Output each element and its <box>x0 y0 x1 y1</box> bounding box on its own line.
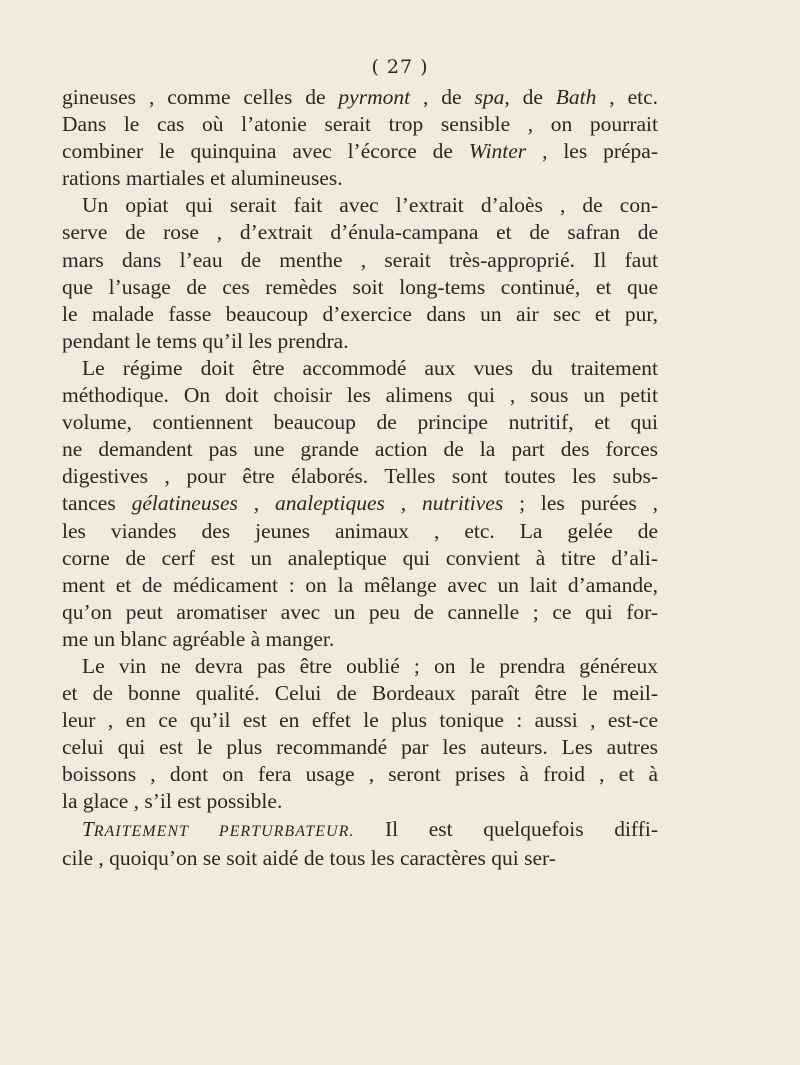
text-run: qu’on peut aromatiser avec un peu de cannelle ; ce qui for- <box>62 599 658 624</box>
text-run: , <box>237 491 275 516</box>
styled-text-run: analeptiques <box>275 491 385 516</box>
text-run: , etc. <box>596 85 659 109</box>
text-run: digestives , pour être élaborés. Telles sont toutes les subs- <box>62 464 658 489</box>
text-run: ment et de médicament : on la mêlange avec un lait d’amande, <box>62 572 658 597</box>
text-run: les viandes des jeunes animaux , etc. La gelée de <box>62 518 658 543</box>
text-line <box>62 545 658 572</box>
text-run: mars dans l’eau de menthe , serait très-approprié. Il faut <box>62 247 658 272</box>
text-line <box>62 84 658 111</box>
styled-text-run: nutritives <box>421 491 504 516</box>
styled-text-run: Bath <box>555 85 597 109</box>
text-line <box>62 274 658 301</box>
text-line <box>62 707 658 734</box>
text-line <box>62 436 658 463</box>
text-run: , <box>384 491 422 516</box>
text-run: boissons , dont on fera usage , seront prises à froid , et à <box>62 762 658 787</box>
text-line <box>62 518 658 545</box>
text-line <box>62 572 658 599</box>
text-run: cile , quoiqu’on se soit aidé de tous les caractères qui ser- <box>62 845 556 870</box>
text-run: volume, contiennent beaucoup de principe nutritif, et qui <box>62 410 658 435</box>
styled-text-run: pyrmont <box>338 85 411 109</box>
text-line <box>62 219 658 246</box>
body-text <box>62 84 658 872</box>
styled-text-run: gélatineuses <box>131 491 238 516</box>
styled-text-run: T <box>82 816 94 841</box>
text-line <box>62 328 658 355</box>
text-run: celui qui est le plus recommandé par les auteurs. Les autres <box>62 735 658 760</box>
text-line <box>62 382 658 409</box>
text-line <box>62 599 658 626</box>
text-line <box>62 111 658 138</box>
text-line <box>62 355 658 382</box>
text-line <box>62 626 658 653</box>
text-line <box>62 845 658 872</box>
text-run: Le vin ne devra pas être oublié ; on le prendra généreux <box>82 653 658 678</box>
text-run: rations martiales et alumineuses. <box>62 166 343 191</box>
text-run: le malade fasse beaucoup d’exercice dans un air sec et pur, <box>62 301 658 326</box>
styled-text-run: Winter <box>468 139 527 164</box>
text-run: , de <box>410 85 475 109</box>
text-line <box>62 138 658 165</box>
text-line <box>62 301 658 328</box>
text-line <box>62 788 658 815</box>
text-run: Un opiat qui serait fait avec l’extrait d’aloès , de con- <box>82 193 658 218</box>
styled-text-run: spa <box>474 85 505 109</box>
text-run: méthodique. On doit choisir les alimens qui , sous un petit <box>62 383 658 408</box>
text-line <box>62 409 658 436</box>
text-line <box>62 680 658 707</box>
text-line <box>62 490 658 517</box>
text-line <box>62 761 658 788</box>
text-run: corne de cerf est un analeptique qui convient à titre d’ali- <box>62 545 658 570</box>
text-run: pendant le tems qu’il les prendra. <box>62 328 349 353</box>
text-run: leur , en ce qu’il est en effet le plus tonique : aussi , est-ce <box>62 708 658 733</box>
text-run: ne demandent pas une grande action de la part des forces <box>62 437 658 462</box>
text-run: Le régime doit être accommodé aux vues du traitement <box>82 355 658 380</box>
text-run: et de bonne qualité. Celui de Bordeaux paraît être le meil- <box>62 681 658 706</box>
text-line <box>62 165 658 192</box>
text-run: serve de rose , d’extrait d’énula-campana et de safran de <box>62 220 658 245</box>
text-run: , les prépa- <box>526 139 658 164</box>
text-run: que l’usage de ces remèdes soit long-tems continué, et que <box>62 274 658 299</box>
text-run: gineuses , comme celles de <box>62 85 339 109</box>
text-run: combiner le quinquina avec l’écorce de <box>62 139 469 164</box>
text-line <box>62 653 658 680</box>
text-run: , de <box>504 85 556 109</box>
text-line <box>62 192 658 219</box>
text-run: tances <box>62 491 132 516</box>
text-run: Dans le cas où l’atonie serait trop sensible , on pourrait <box>62 112 658 137</box>
text-line <box>62 816 658 845</box>
page-number: ( 27 ) <box>371 56 429 78</box>
text-run: Il est quelquefois diffi- <box>354 816 658 841</box>
text-line <box>62 463 658 490</box>
text-line <box>62 247 658 274</box>
text-run: la glace , s’il est possible. <box>62 789 283 814</box>
styled-text-run: RAITEMENT PERTURBATEUR. <box>93 822 355 840</box>
text-line <box>62 734 658 761</box>
text-run: ; les purées , <box>503 491 659 516</box>
text-run: me un blanc agréable à manger. <box>62 626 335 651</box>
